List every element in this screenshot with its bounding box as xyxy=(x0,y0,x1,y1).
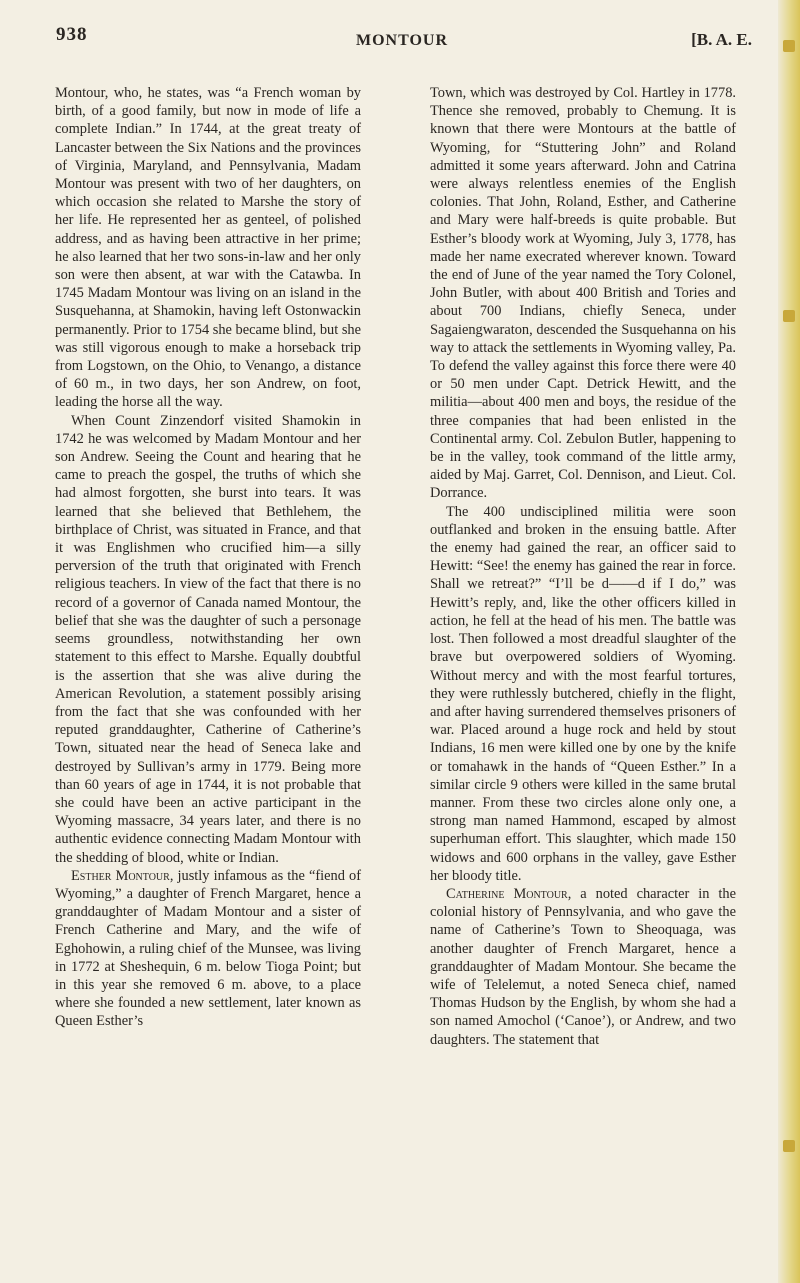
paragraph: Montour, who, he states, was “a French woman by birth, of a good family, but now in mode of life a complete Indian.” In 1744, at the great treaty of Lancaster between the Six Nations and the provinces of Virginia, Maryland, and Pennsylvania, Madam Montour was present with two of her daughters, on which occasion she related to Marshe the story of her life. He represented her as genteel, of polished address, and as having been attractive in her prime; he also learned that her two sons-in-law and her only son were then absent, at war with the Catawba. In 1745 Madam Montour was living on an island in the Susquehanna, at Shamokin, having left Ostonwackin permanently. Prior to 1754 she became blind, but she was still vigorous enough to make a horseback trip from Logstown, on the Ohio, to Venango, a distance of 60 m., in two days, her son Andrew, on foot, leading the horse all the way. xyxy=(55,85,361,411)
entry-text: , a noted character in the colonial history of Pennsylvania, and who gave the name of Catherine’s Town to Sheoquaga, was another daughter of French Margaret, hence a granddaughter of Madam Montour. She became the wife of Telelemut, a noted Seneca chief, named Thomas Hudson by the English, by whom she had a son named Amochol (‘Canoe’), or Andrew, and two daughters. The statement that xyxy=(430,885,737,1048)
page-edge-decoration xyxy=(778,0,800,1283)
edge-mark xyxy=(783,40,795,52)
entry-heading: Catherine Montour xyxy=(446,885,568,902)
paragraph: When Count Zinzendorf visited Shamokin in 1742 he was welcomed by Madam Montour and her son Andrew. Seeing the Count and hearing that he came to preach the gospel, the truths of which she had almost forgotten, she burst into tears. It was learned that she believed that Bethlehem, the birthplace of Christ, was situated in France, and that it was Englishmen who crucified him—a silly perversion of the truth that originated with French religious teachers. In view of the fact that there is no record of a governor of Canada named Montour, the belief that she was the daughter of such a personage seems groundless, notwithstanding her own statement to this effect to Marshe. Equally doubtful is the assertion that she was alive during the American Revolution, a statement possibly arising from the fact that she was confounded with her reputed granddaughter, Catherine of Catherine’s Town, situated near the head of Seneca lake and destroyed by Sullivan’s army in 1779. Being more than 60 years of age in 1744, it is not probable that she could have been an active participant in the Wyoming massacre, 34 years later, and there is no authentic evidence connecting Madam Montour with the shedding of blood, white or Indian. xyxy=(55,412,361,866)
entry-text: , justly infamous as the “fiend of Wyoming,” a daughter of French Margaret, hence a granddaughter of Madam Montour and a sister of French Catherine and Mary, and the wife of Eghohowin, a ruling chief of the Munsee, was living in 1772 at Sheshequin, 6 m. below Tioga Point; but in this year she removed 6 m. above, to a place where she founded a new settlement, later known as Queen Esther’s xyxy=(55,867,361,1030)
page-number: 938 xyxy=(56,24,88,45)
paragraph: Town, which was destroyed by Col. Hartley in 1778. Thence she removed, probably to Chemung. It is known that there were Montours at the battle of Wyoming, for “Stuttering John” and Roland admitted it some years afterward. John and Catrina were always relentless enemies of the English colonies. That John, Roland, Esther, and Catherine and Mary were half-breeds is quite probable. But Esther’s bloody work at Wyoming, July 3, 1778, has made her name execrated wherever known. Toward the end of June of the year named the Tory Colonel, John Butler, with about 400 British and Tories and about 700 Indians, chiefly Seneca, under Sagaiengwaraton, descended the Susquehanna on his way to attack the settlements in Wyoming valley, Pa. To defend the valley against this force there were 40 or 50 men under Capt. Detrick Hewitt, and the militia—about 400 men and boys, the residue of the three companies that had been enlisted in the Continental army. Col. Zebulon Butler, happening to be in the valley, took command of the little army, aided by Maj. Garret, Col. Dennison, and Lieut. Col. Dorrance. xyxy=(430,85,736,502)
running-title: MONTOUR xyxy=(355,32,449,49)
right-column xyxy=(430,84,736,1049)
entry-catherine-montour xyxy=(430,885,736,1049)
left-column xyxy=(55,84,361,1031)
edge-mark xyxy=(783,310,795,322)
header-abbreviation: [B. A. E. xyxy=(691,30,752,49)
paragraph: The 400 undisciplined militia were soon outflanked and broken in the ensuing battle. After the enemy had gained the rear, an officer said to Hewitt: “See! the enemy has gained the rear in force. Shall we retreat?” “I’ll be d——d if I do,” was Hewitt’s reply, and, like the other officers killed in action, he fell at the head of his men. The battle was lost. Then followed a most dreadful slaughter of the brave but overpowered soldiers of Wyoming. Without mercy and with the most fearful tortures, they were ruthlessly butchered, chiefly in the flight, and after having surrendered themselves prisoners of war. Placed around a huge rock and held by stout Indians, 16 men were killed one by one by the knife or tomahawk in the hands of “Queen Esther.” In a similar circle 9 others were killed in the same brutal manner. From these two circles alone only one, a strong man named Hammond, escaped by almost superhuman effort. This slaughter, which made 150 widows and 600 orphans in the valley, gave Esther her bloody title. xyxy=(430,503,736,884)
edge-mark xyxy=(783,1140,795,1152)
page-header xyxy=(52,10,752,58)
entry-esther-montour xyxy=(55,867,361,1031)
entry-heading: Esther Montour xyxy=(71,867,170,884)
